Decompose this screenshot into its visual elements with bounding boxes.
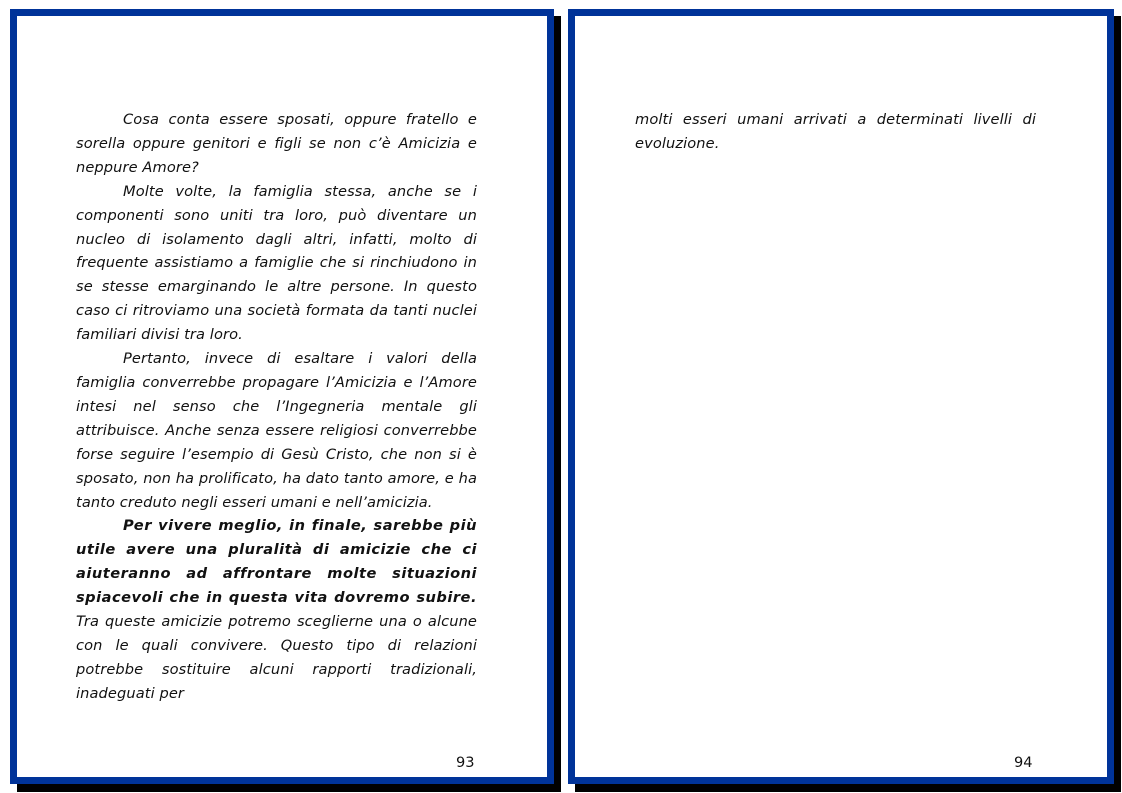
- page-number: 94: [1014, 754, 1033, 771]
- paragraph: Molte volte, la famiglia stessa, anche se i componenti sono uniti tra loro, può diventare un nucleo di isolamento dagli altri, infatti, molto di frequente assistiamo a famiglie che si rinchiudono in se stesse emarginando le altre persone. In questo caso ci ritroviamo una società formata da tanti nuclei familiari divisi tra loro.: [76, 182, 477, 344]
- paragraph: Cosa conta essere sposati, oppure fratello e sorella oppure genitori e figli se non c’è Amicizia e neppure Amore?: [76, 111, 477, 176]
- page-number: 93: [456, 754, 475, 771]
- right-page: [568, 9, 1114, 784]
- right-page-body: [635, 108, 1036, 156]
- bold-statement: Per vivere meglio, in finale, sarebbe più utile avere una pluralità di amicizie che ci aiuteranno ad affrontare molte situazioni spiacevoli che in questa vita dovremo subire.: [76, 517, 477, 607]
- paragraph-last: [76, 514, 477, 705]
- left-page-body: [76, 108, 477, 706]
- left-page: [10, 9, 554, 784]
- paragraph-continuation: Tra queste amicizie potremo sceglierne una o alcune con le quali convivere. Questo tipo di relazioni potrebbe sostituire alcuni rapporti tradizionali, inadeguati per: [76, 613, 477, 702]
- paragraph: molti esseri umani arrivati a determinati livelli di evoluzione.: [635, 111, 1036, 152]
- paragraph: Pertanto, invece di esaltare i valori della famiglia converrebbe propagare l’Amicizia e l’Amore intesi nel senso che l’Ingegneria mentale gli attribuisce. Anche senza essere religiosi converrebbe forse seguire l’esempio di Gesù Cristo, che non si è sposato, non ha prolificato, ha dato tanto amore, e ha tanto creduto negli esseri umani e nell’amicizia.: [76, 350, 477, 511]
